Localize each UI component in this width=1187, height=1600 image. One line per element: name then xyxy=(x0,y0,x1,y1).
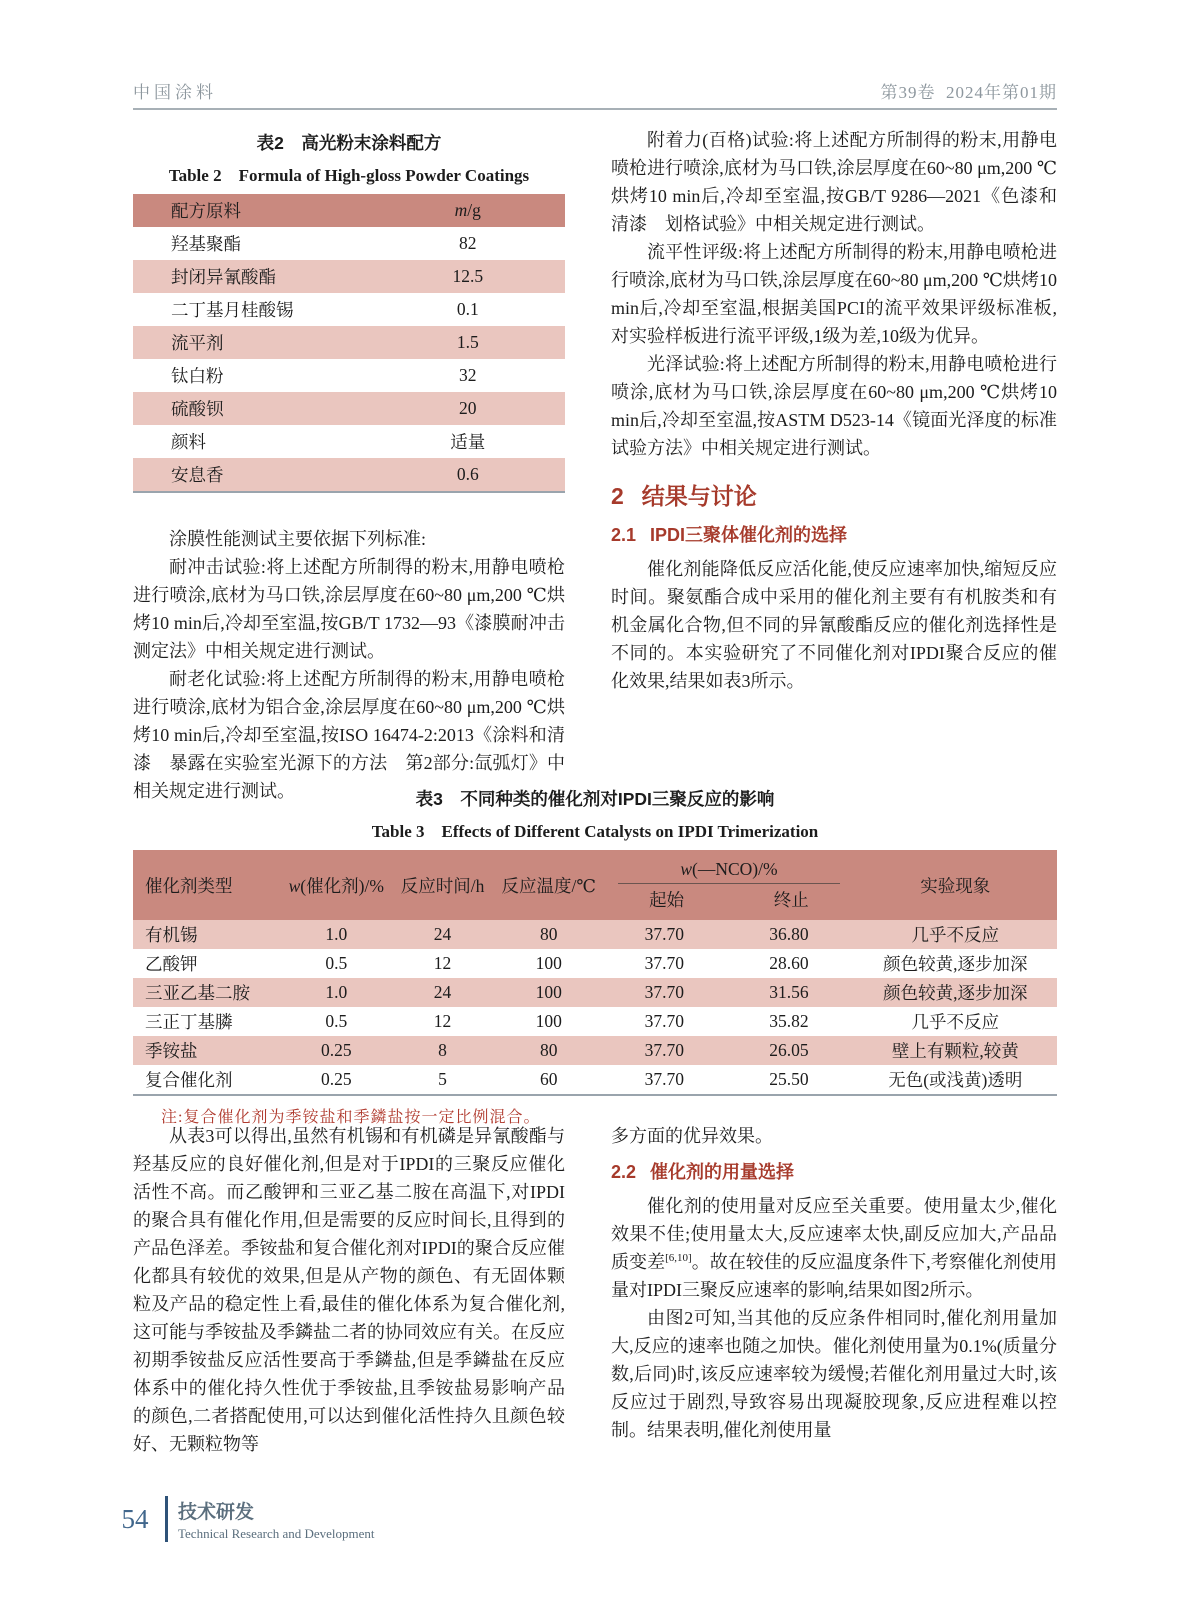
paragraph: 附着力(百格)试验:将上述配方所制得的粉末,用静电喷枪进行喷涂,底材为马口铁,涂层厚度在60~80 μm,200 ℃烘烤10 min后,冷却至室温,按GB/T 9286—2021《色漆和清漆 划格试验》中相关规定进行测试。 xyxy=(611,130,1057,234)
table-row: 颜料 适量 xyxy=(133,425,565,458)
table-row: 羟基聚酯 82 xyxy=(133,227,565,260)
table2-title-en: Table 2 Formula of High-gloss Powder Coatings xyxy=(168,166,530,185)
table-row: 有机锡 1.0 24 80 37.70 36.80 几乎不反应 xyxy=(133,920,1057,949)
footer-section-zh: 技术研发 xyxy=(178,1501,255,1523)
table2-header-mass: m/g xyxy=(454,200,481,220)
paragraph: 耐老化试验:将上述配方所制得的粉末,用静电喷枪进行喷涂,底材为铝合金,涂层厚度在60~80 μm,200 ℃烘烤10 min后,冷却至室温,按ISO 16474-2:2013《涂料和清漆 暴露在实验室光源下的方法 第2部分:氙弧灯》中相关规定进行测试。 xyxy=(133,669,565,801)
table3 xyxy=(133,850,1057,1096)
table2 xyxy=(133,194,565,493)
right-column xyxy=(611,126,1057,805)
table-row: 三正丁基膦 0.5 12 100 37.70 35.82 几乎不反应 xyxy=(133,1007,1057,1036)
page-footer xyxy=(115,1496,375,1542)
left-column xyxy=(133,126,565,805)
paragraph: 催化剂的使用量对反应至关重要。使用量太少,催化效果不佳;使用量太大,反应速率太快,副反应加大,产品品质变差[6,10]。故在较佳的反应温度条件下,考察催化剂使用量对IPDI三聚反应速率的影响,结果如图2所示。 xyxy=(611,1196,1058,1300)
table3-header-w: w(催化剂)/% xyxy=(288,875,384,896)
bottom-columns xyxy=(133,1122,1057,1458)
table2-header-row xyxy=(133,194,565,227)
bottom-right-column xyxy=(611,1122,1057,1458)
table2-title-zh: 表2 高光粉末涂料配方 xyxy=(256,133,442,153)
table-row: 流平剂 1.5 xyxy=(133,326,565,359)
paragraph: 耐冲击试验:将上述配方所制得的粉末,用静电喷枪进行喷涂,底材为马口铁,涂层厚度在60~80 μm,200 ℃烘烤10 min后,冷却至室温,按GB/T 1732—93《漆膜耐冲击测定法》中相关规定进行测试。 xyxy=(133,557,565,661)
table3-header-nco-group xyxy=(604,850,853,920)
paragraph: 光泽试验:将上述配方所制得的粉末,用静电喷枪进行喷涂,底材为马口铁,涂层厚度在60~80 μm,200 ℃烘烤10 min后,冷却至室温,按ASTM D523-14《镜面光泽度的标准试验方法》中相关规定进行测试。 xyxy=(611,354,1057,458)
paragraph: 催化剂能降低反应活化能,使反应速率加快,缩短反应时间。聚氨酯合成中采用的催化剂主要有有机胺类和有机金属化合物,但不同的异氰酸酯反应的催化剂选择性是不同的。本实验研究了不同催化剂对IPDI聚合反应的催化效果,结果如表3所示。 xyxy=(611,559,1057,691)
table3-header-phenomenon: 实验现象 xyxy=(920,875,991,896)
issue-info: 第39卷 2024年第01期 xyxy=(880,83,1057,102)
table3-header-catalyst: 催化剂类型 xyxy=(145,875,233,896)
table3-note: 注:复合催化剂为季铵盐和季鏻盐按一定比例混合。 xyxy=(161,1109,541,1126)
citation-superscript: [6,10] xyxy=(665,1252,692,1264)
table-row: 封闭异氰酸酯 12.5 xyxy=(133,260,565,293)
bottom-left-column xyxy=(133,1122,565,1458)
table3-title-en: Table 3 Effects of Different Catalysts on IPDI Trimerization xyxy=(371,822,819,841)
table-row: 安息香 0.6 xyxy=(133,458,565,491)
table3-section xyxy=(133,782,1057,1127)
page-header xyxy=(133,78,1057,103)
table3-header-row xyxy=(133,850,1057,920)
journal-name: 中国涂料 xyxy=(133,83,217,102)
table3-title-zh: 表3 不同种类的催化剂对IPDI三聚反应的影响 xyxy=(415,789,775,809)
table3-header-nco: w(—NCO)/% xyxy=(618,859,839,884)
table-row: 乙酸钾 0.5 12 100 37.70 28.60 颜色较黄,逐步加深 xyxy=(133,949,1057,978)
paragraph: 涂膜性能测试主要依据下列标准: xyxy=(169,529,426,549)
footer-divider xyxy=(165,1496,168,1542)
table-row: 季铵盐 0.25 8 80 37.70 26.05 壁上有颗粒,较黄 xyxy=(133,1036,1057,1065)
header-rule xyxy=(133,108,1057,110)
table-row: 硫酸钡 20 xyxy=(133,392,565,425)
table-row: 钛白粉 32 xyxy=(133,359,565,392)
top-columns xyxy=(133,126,1057,805)
table-row: 二丁基月桂酸锡 0.1 xyxy=(133,293,565,326)
paragraph: 由图2可知,当其他的反应条件相同时,催化剂用量加大,反应的速率也随之加快。催化剂使用量为0.1%(质量分数,后同)时,该反应速率较为缓慢;若催化剂用量过大时,该反应过于剧烈,导致容易出现凝胶现象,反应进程难以控制。结果表明,催化剂使用量 xyxy=(611,1308,1057,1440)
table-row: 复合催化剂 0.25 5 60 37.70 25.50 无色(或浅黄)透明 xyxy=(133,1065,1057,1094)
section-heading-2: 2 结果与讨论 xyxy=(611,483,757,509)
footer-section-en: Technical Research and Development xyxy=(178,1525,375,1541)
paragraph: 流平性评级:将上述配方所制得的粉末,用静电喷枪进行喷涂,底材为马口铁,涂层厚度在60~80 μm,200 ℃烘烤10 min后,冷却至室温,根据美国PCI的流平效果评级标准板,对实验样板进行流平评级,1级为差,10级为优异。 xyxy=(611,242,1057,346)
table3-header-start: 起始 xyxy=(649,889,685,910)
table-row: 三亚乙基二胺 1.0 24 100 37.70 31.56 颜色较黄,逐步加深 xyxy=(133,978,1057,1007)
page-number: 54 xyxy=(121,1503,149,1534)
paragraph: 多方面的优异效果。 xyxy=(611,1126,773,1146)
section-heading-2-1: 2.1 IPDI三聚体催化剂的选择 xyxy=(611,525,848,545)
table3-header-temp: 反应温度/℃ xyxy=(501,875,596,896)
section-heading-2-2: 2.2 催化剂的用量选择 xyxy=(611,1162,795,1182)
paragraph: 从表3可以得出,虽然有机锡和有机磷是异氰酸酯与羟基反应的良好催化剂,但是对于IPDI的三聚反应催化活性不高。而乙酸钾和三亚乙基二胺在高温下,对IPDI的聚合具有催化作用,但是需要的反应时间长,且得到的产品色泽差。季铵盐和复合催化剂对IPDI的聚合反应催化都具有较优的效果,但是从产物的颜色、有无固体颗粒及产品的稳定性上看,最佳的催化体系为复合催化剂,这可能与季铵盐及季鏻盐二者的协同效应有关。在反应初期季铵盐反应活性要高于季鏻盐,但是季鏻盐在反应体系中的催化持久性优于季铵盐,且季铵盐易影响产品的颜色,二者搭配使用,可以达到催化活性持久且颜色较好、无颗粒物等 xyxy=(133,1126,565,1454)
table3-header-end: 终止 xyxy=(773,889,809,910)
table2-header-material: 配方原料 xyxy=(171,201,241,221)
table3-header-time: 反应时间/h xyxy=(400,875,485,896)
